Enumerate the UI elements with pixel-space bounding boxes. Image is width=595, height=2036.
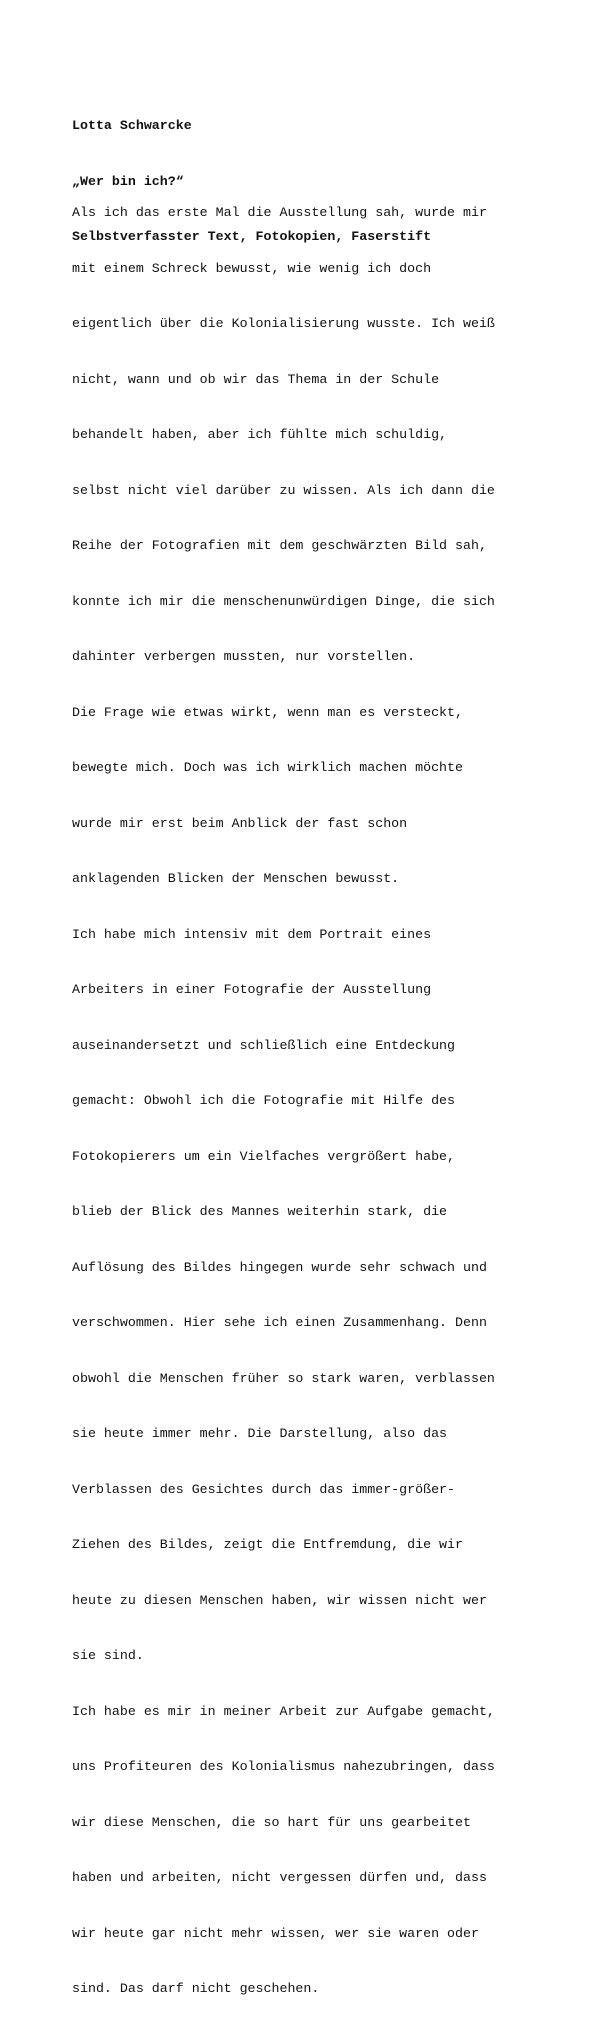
text-line: auseinandersetzt und schließlich eine Entdeckung: [72, 1037, 456, 1053]
text-line: uns Profiteuren des Kolonialismus nahezubringen, dass: [72, 1759, 495, 1774]
text-line: obwohl die Menschen früher so stark waren, verblassen: [72, 1370, 495, 1386]
work-materials: Selbstverfasster Text, Fotokopien, Faserstift: [72, 229, 432, 244]
text-line: behandelt haben, aber ich fühlte mich schuldig,: [72, 427, 448, 442]
text-line: Reihe der Fotografien mit dem geschwärzten Bild sah,: [72, 538, 487, 553]
text-line: Ich habe es mir in meiner Arbeit zur Aufgabe gemacht,: [72, 1703, 495, 1719]
text-line: nicht, wann und ob wir das Thema in der Schule: [72, 371, 440, 387]
text-line: sie sind.: [72, 1648, 144, 1663]
text-line: sie heute immer mehr. Die Darstellung, also das: [72, 1426, 448, 1441]
text-line: Die Frage wie etwas wirkt, wenn man es versteckt,: [72, 704, 463, 720]
work-title: „Wer bin ich?“: [72, 173, 184, 189]
text-line: anklagenden Blicken der Menschen bewusst.: [72, 871, 400, 886]
author-name: Lotta Schwarcke: [72, 118, 192, 133]
text-line: heute zu diesen Menschen haben, wir wissen nicht wer: [72, 1592, 487, 1608]
text-line: konnte ich mir die menschenunwürdigen Dinge, die sich: [72, 593, 495, 609]
text-line: selbst nicht viel darüber zu wissen. Als ich dann die: [72, 482, 495, 498]
text-line: eigentlich über die Kolonialisierung wusste. Ich weiß: [72, 316, 495, 331]
text-line: Auflösung des Bildes hingegen wurde sehr schwach und: [72, 1259, 487, 1275]
text-line: Verblassen des Gesichtes durch das immer-größer-: [72, 1481, 456, 1497]
text-line: Als ich das erste Mal die Ausstellung sah, wurde mir: [72, 205, 487, 220]
text-line: mit einem Schreck bewusst, wie wenig ich doch: [72, 260, 432, 276]
text-line: Ziehen des Bildes, zeigt die Entfremdung, die wir: [72, 1537, 463, 1552]
text-line: sind. Das darf nicht geschehen.: [72, 1981, 320, 1996]
text-line: wir heute gar nicht mehr wissen, wer sie waren oder: [72, 1925, 479, 1941]
text-line: wurde mir erst beim Anblick der fast schon: [72, 815, 408, 831]
text-line: bewegte mich. Doch was ich wirklich machen möchte: [72, 760, 463, 775]
text-line: haben und arbeiten, nicht vergessen dürfen und, dass: [72, 1870, 487, 1885]
text-line: wir diese Menschen, die so hart für uns gearbeitet: [72, 1814, 471, 1830]
text-line: gemacht: Obwohl ich die Fotografie mit Hilfe des: [72, 1093, 456, 1108]
text-line: verschwommen. Hier sehe ich einen Zusammenhang. Denn: [72, 1315, 487, 1330]
text-line: Ich habe mich intensiv mit dem Portrait eines: [72, 926, 432, 942]
text-line: dahinter verbergen mussten, nur vorstellen.: [72, 649, 416, 664]
text-line: Arbeiters in einer Fotografie der Ausstellung: [72, 982, 432, 997]
text-line: Fotokopierers um ein Vielfaches vergrößert habe,: [72, 1148, 456, 1164]
body-text: [72, 167, 495, 2036]
text-line: blieb der Blick des Mannes weiterhin stark, die: [72, 1204, 448, 1219]
